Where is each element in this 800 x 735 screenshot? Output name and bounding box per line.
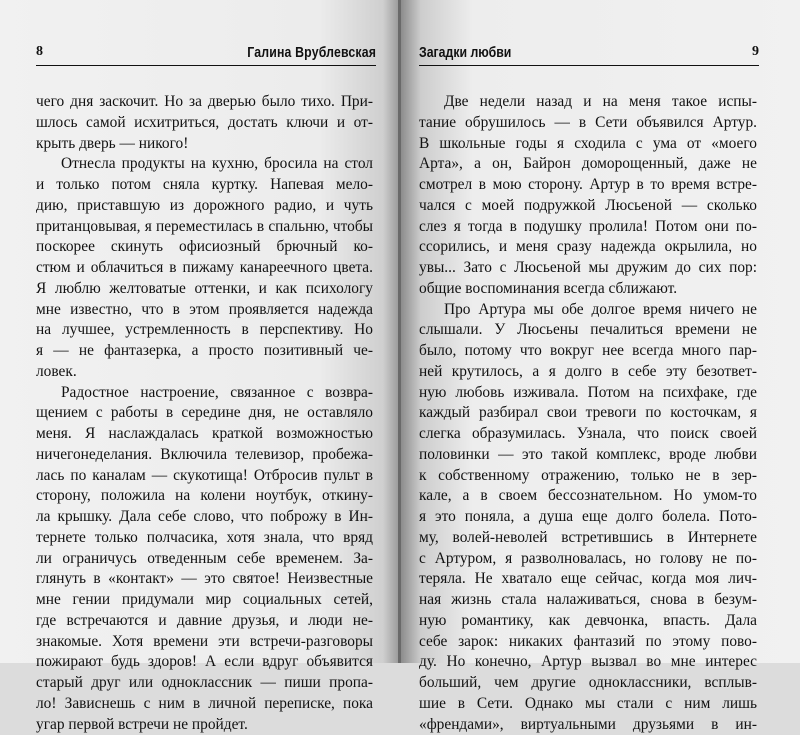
left-page xyxy=(0,0,399,663)
text-line: я — не фантазерка, а просто позитивный че- xyxy=(36,341,373,362)
text-line: угар первой встречи не пройдет. xyxy=(36,715,373,735)
author-name-header: Галина Врублевская xyxy=(247,44,376,61)
text-line: ную романтику, как девчонка, впасть. Дала xyxy=(419,611,757,632)
text-line: я это поняла, а душа еще долго болела. Пото- xyxy=(419,507,757,528)
text-line: пожирают будь здоров! А если вдруг объявится xyxy=(36,652,373,673)
text-line: ней крутилось, а я долго в себе эту безответ- xyxy=(419,362,757,383)
text-line: шлось самой исхитриться, достать ключи и от- xyxy=(36,113,373,134)
text-line: ловек. xyxy=(36,362,373,383)
text-line: ла крышку. Дала себе слово, что поброжу в Ин- xyxy=(36,507,373,528)
text-line: мне известно, что в этом проявляется надежда xyxy=(36,300,373,321)
text-line: мне гении придумали мир социальных сетей, xyxy=(36,590,373,611)
text-line: общие воспоминания всегда сближают. xyxy=(419,279,757,300)
text-line: слез я тогда в подушку пролила! Потом они по- xyxy=(419,217,757,238)
text-line: каждый разбирал свои тревоги по косточкам, я xyxy=(419,403,757,424)
text-line: ная жизнь стала налаживаться, снова в безум- xyxy=(419,590,757,611)
right-running-header xyxy=(419,42,759,66)
text-line: щением с работы в середине дня, не оставляло xyxy=(36,403,373,424)
text-line: себе зарок: никаких фантазий по этому пово- xyxy=(419,632,757,653)
text-line: знакомые. Хотя времени эти встречи-разговоры xyxy=(36,632,373,653)
text-line: больший, чем другие одноклассники, всплыв- xyxy=(419,673,757,694)
text-line: ссорились, и меня сразу надежда окрылила, но xyxy=(419,237,757,258)
text-line: му, волей-неволей встретившись в Интернете xyxy=(419,528,757,549)
text-line: кале, а в своем бессознательном. Но умом-то xyxy=(419,486,757,507)
left-body-text xyxy=(36,92,373,735)
text-line: тание обрушилось — в Сети объявился Артур. xyxy=(419,113,757,134)
text-line: увы... Зато с Люсьеной мы дружим до сих пор: xyxy=(419,258,757,279)
text-line: слегка образумилась. Узнала, что поиск своей xyxy=(419,424,757,445)
text-line: Я люблю желтоватые оттенки, и как психологу xyxy=(36,279,373,300)
text-line: и только потом сняла куртку. Напевая мело- xyxy=(36,175,373,196)
text-line: Радостное настроение, связанное с возвра- xyxy=(36,383,373,404)
text-line: Две недели назад и на меня такое испы- xyxy=(419,92,757,113)
text-line: с Артуром, я разволновалась, но голову не по- xyxy=(419,549,757,570)
text-line: было, потому что вокруг нее всегда много пар- xyxy=(419,341,757,362)
text-line: ло! Зависнешь с ним в личной переписке, пока xyxy=(36,694,373,715)
left-running-header xyxy=(36,42,376,66)
text-line: ду. Но конечно, Артур вызвал во мне интерес xyxy=(419,652,757,673)
right-body-text xyxy=(419,92,757,735)
text-line: ную любовь изживала. Потом на психфаке, где xyxy=(419,383,757,404)
text-line: половинки — это такой комплекс, вроде любви xyxy=(419,445,757,466)
text-line: тернете только полчасика, хотя знала, что вряд xyxy=(36,528,373,549)
text-line: Про Артура мы обе долгое время ничего не xyxy=(419,300,757,321)
text-line: шие в Сети. Однако мы стали с ним лишь xyxy=(419,694,757,715)
text-line: Арта», а он, Байрон доморощенный, даже не xyxy=(419,154,757,175)
text-line: смотрел в мою сторону. Артур в то время встре- xyxy=(419,175,757,196)
book-title-header: Загадки любви xyxy=(419,44,511,61)
text-line: теряла. Не хватало еще сейчас, когда моя лич- xyxy=(419,569,757,590)
text-line: к собственному отражению, только не в зер- xyxy=(419,466,757,487)
text-line: старый друг или одноклассник — пиши пропа- xyxy=(36,673,373,694)
text-line: крыть дверь — никого! xyxy=(36,134,373,155)
text-line: стюм и облачиться в пижаму канареечного цвета. xyxy=(36,258,373,279)
text-line: где встречаются и давние друзья, и люди не- xyxy=(36,611,373,632)
text-line: глянуть в «контакт» — это святое! Неизвестные xyxy=(36,569,373,590)
text-line: В школьные годы я сходила с ума от «моего xyxy=(419,134,757,155)
page-number-left: 8 xyxy=(36,44,43,60)
text-line: сторону, положила на колени ноутбук, откину- xyxy=(36,486,373,507)
text-line: лась по каналам — скукотища! Отбросив пульт в xyxy=(36,466,373,487)
text-line: на лучшее, устремленность в перспективу. Но xyxy=(36,320,373,341)
text-line: чего дня заскочит. Но за дверью было тихо. При- xyxy=(36,92,373,113)
text-line: слышали. У Люсьены печалиться времени не xyxy=(419,320,757,341)
text-line: дию, приставшую из дорожного радио, и чуть xyxy=(36,196,373,217)
page-number-right: 9 xyxy=(752,44,759,60)
text-line: ли ограничусь отведенным себе временем. За- xyxy=(36,549,373,570)
text-line: чался с моей подружкой Люсьеной — сколько xyxy=(419,196,757,217)
text-line: «френдами», виртуальными друзьями в ин- xyxy=(419,715,757,735)
text-line: поскорее скинуть офисиозный брючный ко- xyxy=(36,237,373,258)
text-line: пританцовывая, я переместилась в спальню, чтобы xyxy=(36,217,373,238)
right-page xyxy=(401,0,800,663)
text-line: меня. Я наслаждалась краткой возможностью xyxy=(36,424,373,445)
text-line: Отнесла продукты на кухню, бросила на стол xyxy=(36,154,373,175)
text-line: ничегонеделания. Включила телевизор, пробежа- xyxy=(36,445,373,466)
